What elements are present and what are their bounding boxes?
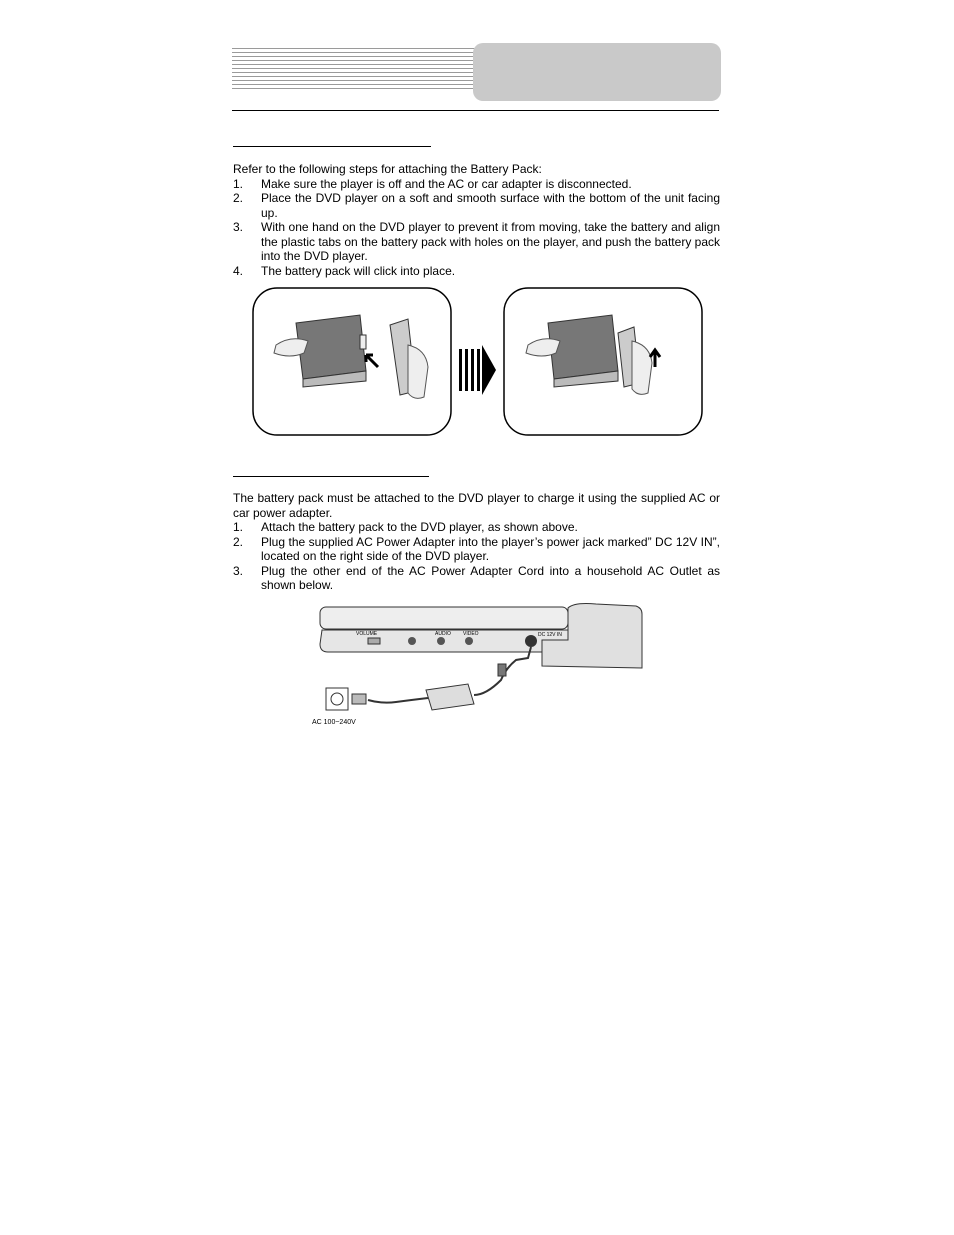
- list-item: 4. The battery pack will click into place.: [233, 263, 456, 278]
- volume-label: VOLUME: [356, 631, 378, 637]
- attach-intro: Refer to the following steps for attaching the Battery Pack:: [233, 162, 542, 176]
- list-item: 1. Attach the battery pack to the DVD player, as shown above.: [233, 520, 578, 534]
- wall-outlet-illustration: [326, 688, 366, 710]
- attach-instructions: [233, 162, 720, 278]
- video-label: VIDEO: [463, 631, 479, 637]
- list-item: 1. Make sure the player is off and the AC or car adapter is disconnected.: [233, 176, 632, 191]
- audio-label: AUDIO: [435, 631, 451, 637]
- attach-step-before-illustration: [253, 288, 451, 435]
- attach-step-after-illustration: [504, 288, 702, 435]
- charge-instructions: [233, 491, 720, 593]
- section-heading-rule-charge: [233, 476, 429, 477]
- right-arrow-icon: [459, 345, 496, 395]
- ac-adapter-brick-illustration: [426, 684, 474, 710]
- section-heading-rule-attach: [233, 146, 431, 147]
- header-tab: [473, 43, 721, 101]
- list-item: 2. Plug the supplied AC Power Adapter into the player’s power jack marked” DC 12V IN”, located on the right side of the DVD player.: [233, 534, 720, 563]
- list-item: 3. With one hand on the DVD player to prevent it from moving, take the battery and align the plastic tabs on the battery pack with holes on the player, and push the battery pack into the DVD player.: [233, 220, 720, 263]
- battery-attach-figure: [248, 283, 708, 441]
- ac-adapter-figure: [306, 600, 646, 726]
- charge-intro: The battery pack must be attached to the DVD player to charge it using the supplied AC or car power adapter.: [233, 491, 720, 520]
- header-rule: [232, 110, 719, 111]
- ac-voltage-label: AC 100~240V: [312, 719, 356, 726]
- header-decor-lines: [232, 48, 475, 92]
- dc-in-label: DC 12V IN: [538, 632, 562, 638]
- list-item: 3. Plug the other end of the AC Power Adapter Cord into a household AC Outlet as shown below.: [233, 563, 720, 592]
- dvd-player-side-illustration: [320, 604, 642, 669]
- list-item: 2. Place the DVD player on a soft and smooth surface with the bottom of the unit facing up.: [233, 191, 720, 220]
